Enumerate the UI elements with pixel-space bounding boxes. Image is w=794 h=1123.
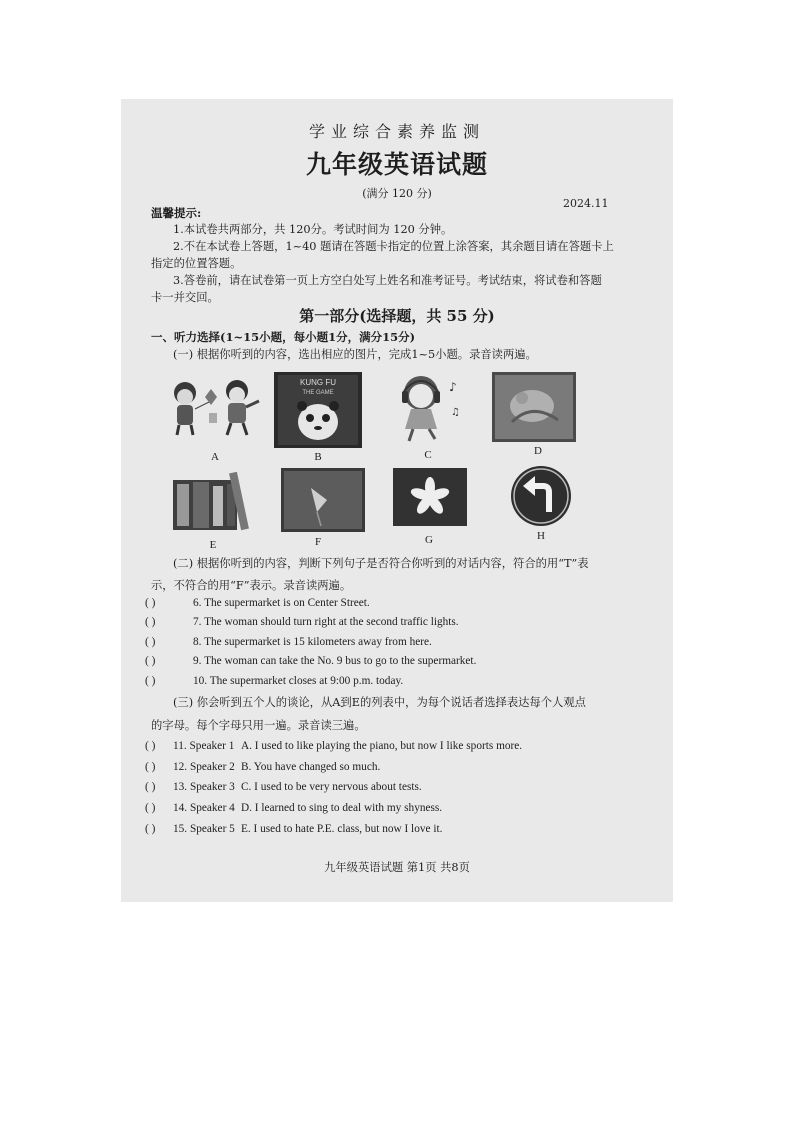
tf-question-8: ( ) 8. The supermarket is 15 kilometers away from here. [145, 636, 432, 648]
picture-label: F [314, 536, 322, 548]
exam-date: 2024.11 [563, 197, 609, 210]
poster-title: KUNG FU [300, 378, 336, 387]
tip-line-3b: 卡一并交回。 [151, 291, 219, 304]
picture-c-girl-headphones [391, 371, 463, 443]
speaker-question-12: ( ) 12. Speaker 2 B. You have changed so much. [145, 761, 381, 773]
tf-question-6: ( ) 6. The supermarket is on Center Street. [145, 597, 370, 609]
sub-one-instruction: (一) 根据你听到的内容，选出相应的图片，完成1~5小题。录音读两遍。 [173, 348, 537, 361]
exam-paper [121, 99, 673, 902]
picture-label: C [424, 449, 432, 461]
tip-line-2b: 指定的位置答题。 [151, 257, 242, 270]
speaker-question-13: ( ) 13. Speaker 3 C. I used to be very nervous about tests. [145, 781, 422, 793]
poster-subtitle: THE GAME [302, 390, 334, 396]
picture-label: G [425, 534, 433, 546]
tip-line-2a: 2.不在本试卷上答题，1~40 题请在答题卡指定的位置上涂答案，其余题目请在答题卡上 [173, 240, 614, 253]
picture-label: B [314, 451, 322, 463]
picture-a-kids-kite [165, 371, 265, 441]
picture-label: E [209, 539, 217, 551]
picture-label: H [537, 530, 545, 542]
tf-question-10: ( ) 10. The supermarket closes at 9:00 p.m. today. [145, 675, 404, 687]
full-score: (满分 120 分) [362, 187, 432, 200]
sub-three-instruction-a: (三) 你会听到五个人的谈论，从A到E的列表中，为每个说话者选择表达每个人观点 [173, 696, 586, 709]
picture-label: D [534, 445, 542, 457]
svg-text:♪: ♪ [449, 380, 457, 394]
turn-left-sign-icon [509, 464, 573, 528]
part-one-title: 第一部分(选择题，共 55 分) [299, 307, 495, 325]
picture-e-books [173, 472, 255, 534]
picture-label: A [211, 451, 219, 463]
tip-line-3a: 3.答卷前，请在试卷第一页上方空白处写上姓名和准考证号。考试结束，将试卷和答题 [173, 274, 602, 287]
section-listening: 一、听力选择(1~15小题，每小题1分，满分15分) [151, 330, 416, 344]
sub-two-instruction-a: (二) 根据你听到的内容，判断下列句子是否符合你听到的对话内容，符合的用“T”表 [173, 557, 589, 570]
picture-f-dark-painting [281, 468, 365, 532]
tf-question-7: ( ) 7. The woman should turn right at the second traffic lights. [145, 616, 459, 628]
page-footer: 九年级英语试题 第1页 共8页 [324, 861, 470, 874]
sub-two-instruction-b: 示，不符合的用“F”表示。录音读两遍。 [151, 579, 352, 592]
picture-b-poster [274, 372, 362, 448]
picture-d-painting [492, 372, 576, 442]
sub-three-instruction-b: 的字母。每个字母只用一遍。录音读三遍。 [151, 719, 366, 732]
svg-text:♫: ♫ [451, 407, 460, 418]
tips-heading: 温馨提示: [151, 206, 202, 220]
tf-question-9: ( ) 9. The woman can take the No. 9 bus to go to the supermarket. [145, 655, 477, 667]
exam-title: 九年级英语试题 [305, 150, 488, 179]
tip-line-1: 1.本试卷共两部分，共 120分。考试时间为 120 分钟。 [173, 223, 453, 236]
exam-name: 学业综合素养监测 [308, 122, 485, 141]
speaker-question-14: ( ) 14. Speaker 4 D. I learned to sing to deal with my shyness. [145, 802, 443, 814]
picture-g-hong-kong-flag [393, 468, 467, 526]
speaker-question-15: ( ) 15. Speaker 5 E. I used to hate P.E. class, but now I love it. [145, 823, 443, 835]
speaker-question-11: ( ) 11. Speaker 1 A. I used to like playing the piano, but now I like sports more. [145, 740, 523, 752]
